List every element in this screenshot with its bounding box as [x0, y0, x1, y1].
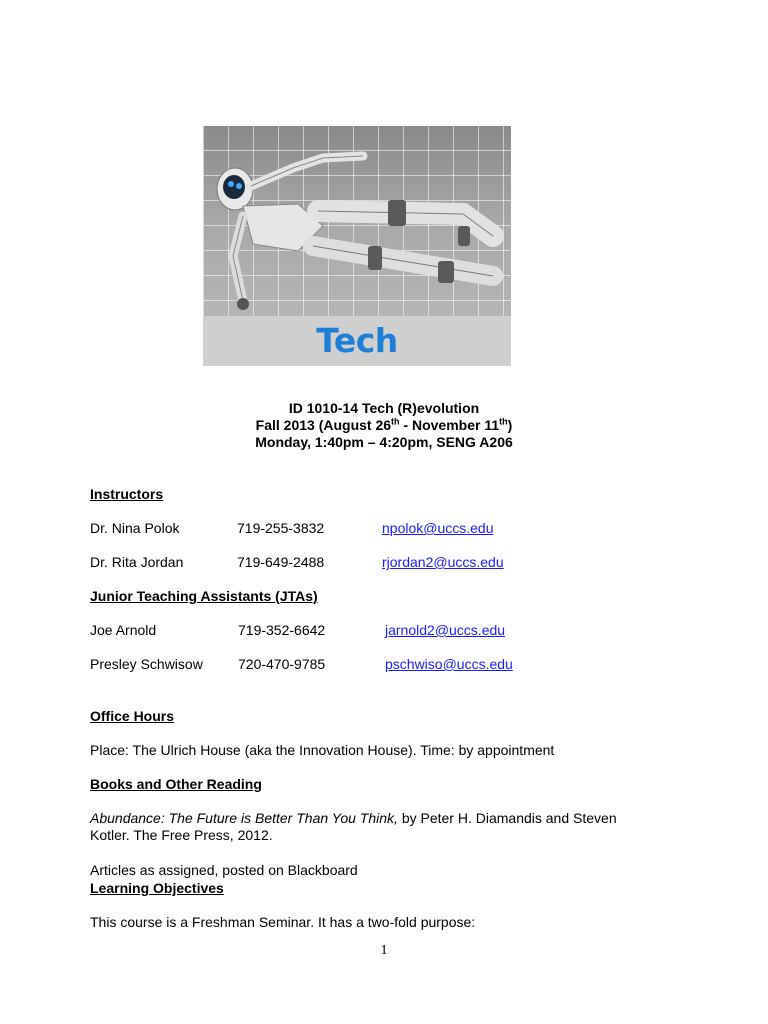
- term-dates-start: Fall 2013 (August 26: [255, 417, 392, 433]
- office-hours-text: Place: The Ulrich House (aka the Innovation House). Time: by appointment: [90, 742, 555, 758]
- learning-objectives-heading: Learning Objectives: [90, 880, 224, 896]
- instructor-email-link[interactable]: npolok@uccs.edu: [382, 520, 494, 536]
- ordinal-suffix: th: [499, 416, 508, 427]
- articles-note: Articles as assigned, posted on Blackboard: [90, 862, 358, 878]
- book-citation-line1: [90, 810, 617, 827]
- instructor-name: Dr. Nina Polok: [90, 520, 180, 536]
- office-hours-heading: Office Hours: [90, 708, 175, 724]
- instructor-phone: 719-255-3832: [237, 520, 325, 536]
- course-banner-image: [203, 126, 511, 366]
- jta-email-link[interactable]: pschwiso@uccs.edu: [385, 656, 513, 672]
- jta-email-link[interactable]: jarnold2@uccs.edu: [385, 622, 506, 638]
- banner-caption: Tech: [203, 316, 511, 366]
- page-number: 1: [380, 943, 388, 958]
- jta-phone: 720-470-9785: [238, 656, 326, 672]
- jta-name: Joe Arnold: [90, 622, 157, 638]
- jta-phone: 719-352-6642: [238, 622, 326, 638]
- term-dates-end: - November 11: [399, 417, 500, 433]
- course-code-title: ID 1010-14 Tech (R)evolution: [288, 400, 480, 416]
- course-meeting-time: Monday, 1:40pm – 4:20pm, SENG A206: [255, 434, 513, 450]
- instructors-heading: Instructors: [90, 486, 164, 502]
- book-title: Abundance: The Future is Better Than You Think,: [90, 810, 398, 826]
- ordinal-suffix: th: [391, 416, 400, 427]
- jtas-heading: Junior Teaching Assistants (JTAs): [90, 588, 318, 604]
- jta-name: Presley Schwisow: [90, 656, 203, 672]
- learning-objectives-text: This course is a Freshman Seminar. It has a two-fold purpose:: [90, 914, 476, 930]
- instructor-phone: 719-649-2488: [237, 554, 325, 570]
- term-dates-close: ): [507, 417, 513, 433]
- course-term-dates: [0, 417, 768, 434]
- instructor-name: Dr. Rita Jordan: [90, 554, 184, 570]
- book-authors: by Peter H. Diamandis and Steven: [397, 810, 617, 826]
- book-citation-line2: Kotler. The Free Press, 2012.: [90, 827, 273, 843]
- robot-illustration: [203, 126, 511, 316]
- books-heading: Books and Other Reading: [90, 776, 262, 792]
- instructor-email-link[interactable]: rjordan2@uccs.edu: [382, 554, 504, 570]
